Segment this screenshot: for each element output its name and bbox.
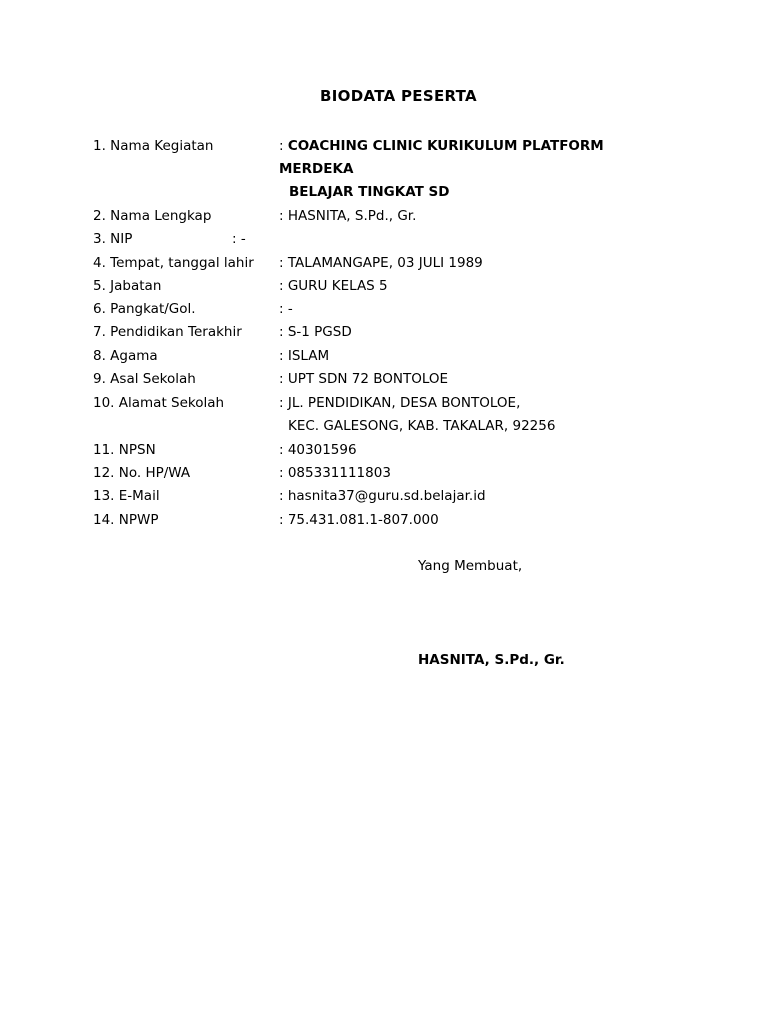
field-value-alamat-sekolah: : JL. PENDIDIKAN, DESA BONTOLOE, [279,395,521,411]
field-label-asal-sekolah: 9. Asal Sekolah [93,371,196,387]
field-label-nama-kegiatan: 1. Nama Kegiatan [93,138,214,154]
field-value-pangkat: : - [279,301,293,317]
field-value-npsn: : 40301596 [279,442,357,458]
field-value-pendidikan: : S-1 PGSD [279,324,352,340]
field-value-nama-lengkap: : HASNITA, S.Pd., Gr. [279,208,417,224]
field-value-jabatan: : GURU KELAS 5 [279,278,388,294]
field-value-email: : hasnita37@guru.sd.belajar.id [279,488,486,504]
field-value-nama-kegiatan: : COACHING CLINIC KURIKULUM PLATFORM [279,138,604,154]
field-value-ttl: : TALAMANGAPE, 03 JULI 1989 [279,255,483,271]
field-label-nama-lengkap: 2. Nama Lengkap [93,208,212,224]
field-value-agama: : ISLAM [279,348,330,364]
field-value-alamat-sekolah-line-2: KEC. GALESONG, KAB. TAKALAR, 92256 [288,418,556,434]
field-label-npwp: 14. NPWP [93,512,159,528]
kegiatan-line-2: MERDEKA [279,161,354,177]
kegiatan-line-3: BELAJAR TINGKAT SD [289,184,450,200]
field-label-pendidikan: 7. Pendidikan Terakhir [93,324,242,340]
kegiatan-line-1: COACHING CLINIC KURIKULUM PLATFORM [287,138,604,154]
page-title: BIODATA PESERTA [320,87,477,105]
field-label-agama: 8. Agama [93,348,158,364]
signature-caption: Yang Membuat, [418,558,523,574]
field-label-nip: 3. NIP [93,231,133,247]
field-value-nip: : - [232,231,246,247]
field-label-hp: 12. No. HP/WA [93,465,191,481]
signature-name: HASNITA, S.Pd., Gr. [418,652,565,668]
field-value-asal-sekolah: : UPT SDN 72 BONTOLOE [279,371,449,387]
field-label-alamat-sekolah: 10. Alamat Sekolah [93,395,225,411]
field-value-hp: : 085331111803 [279,465,391,481]
field-value-npwp: : 75.431.081.1-807.000 [279,512,439,528]
field-label-jabatan: 5. Jabatan [93,278,162,294]
field-label-npsn: 11. NPSN [93,442,156,458]
field-label-pangkat: 6. Pangkat/Gol. [93,301,196,317]
field-label-email: 13. E-Mail [93,488,160,504]
field-label-ttl: 4. Tempat, tanggal lahir [93,255,254,271]
